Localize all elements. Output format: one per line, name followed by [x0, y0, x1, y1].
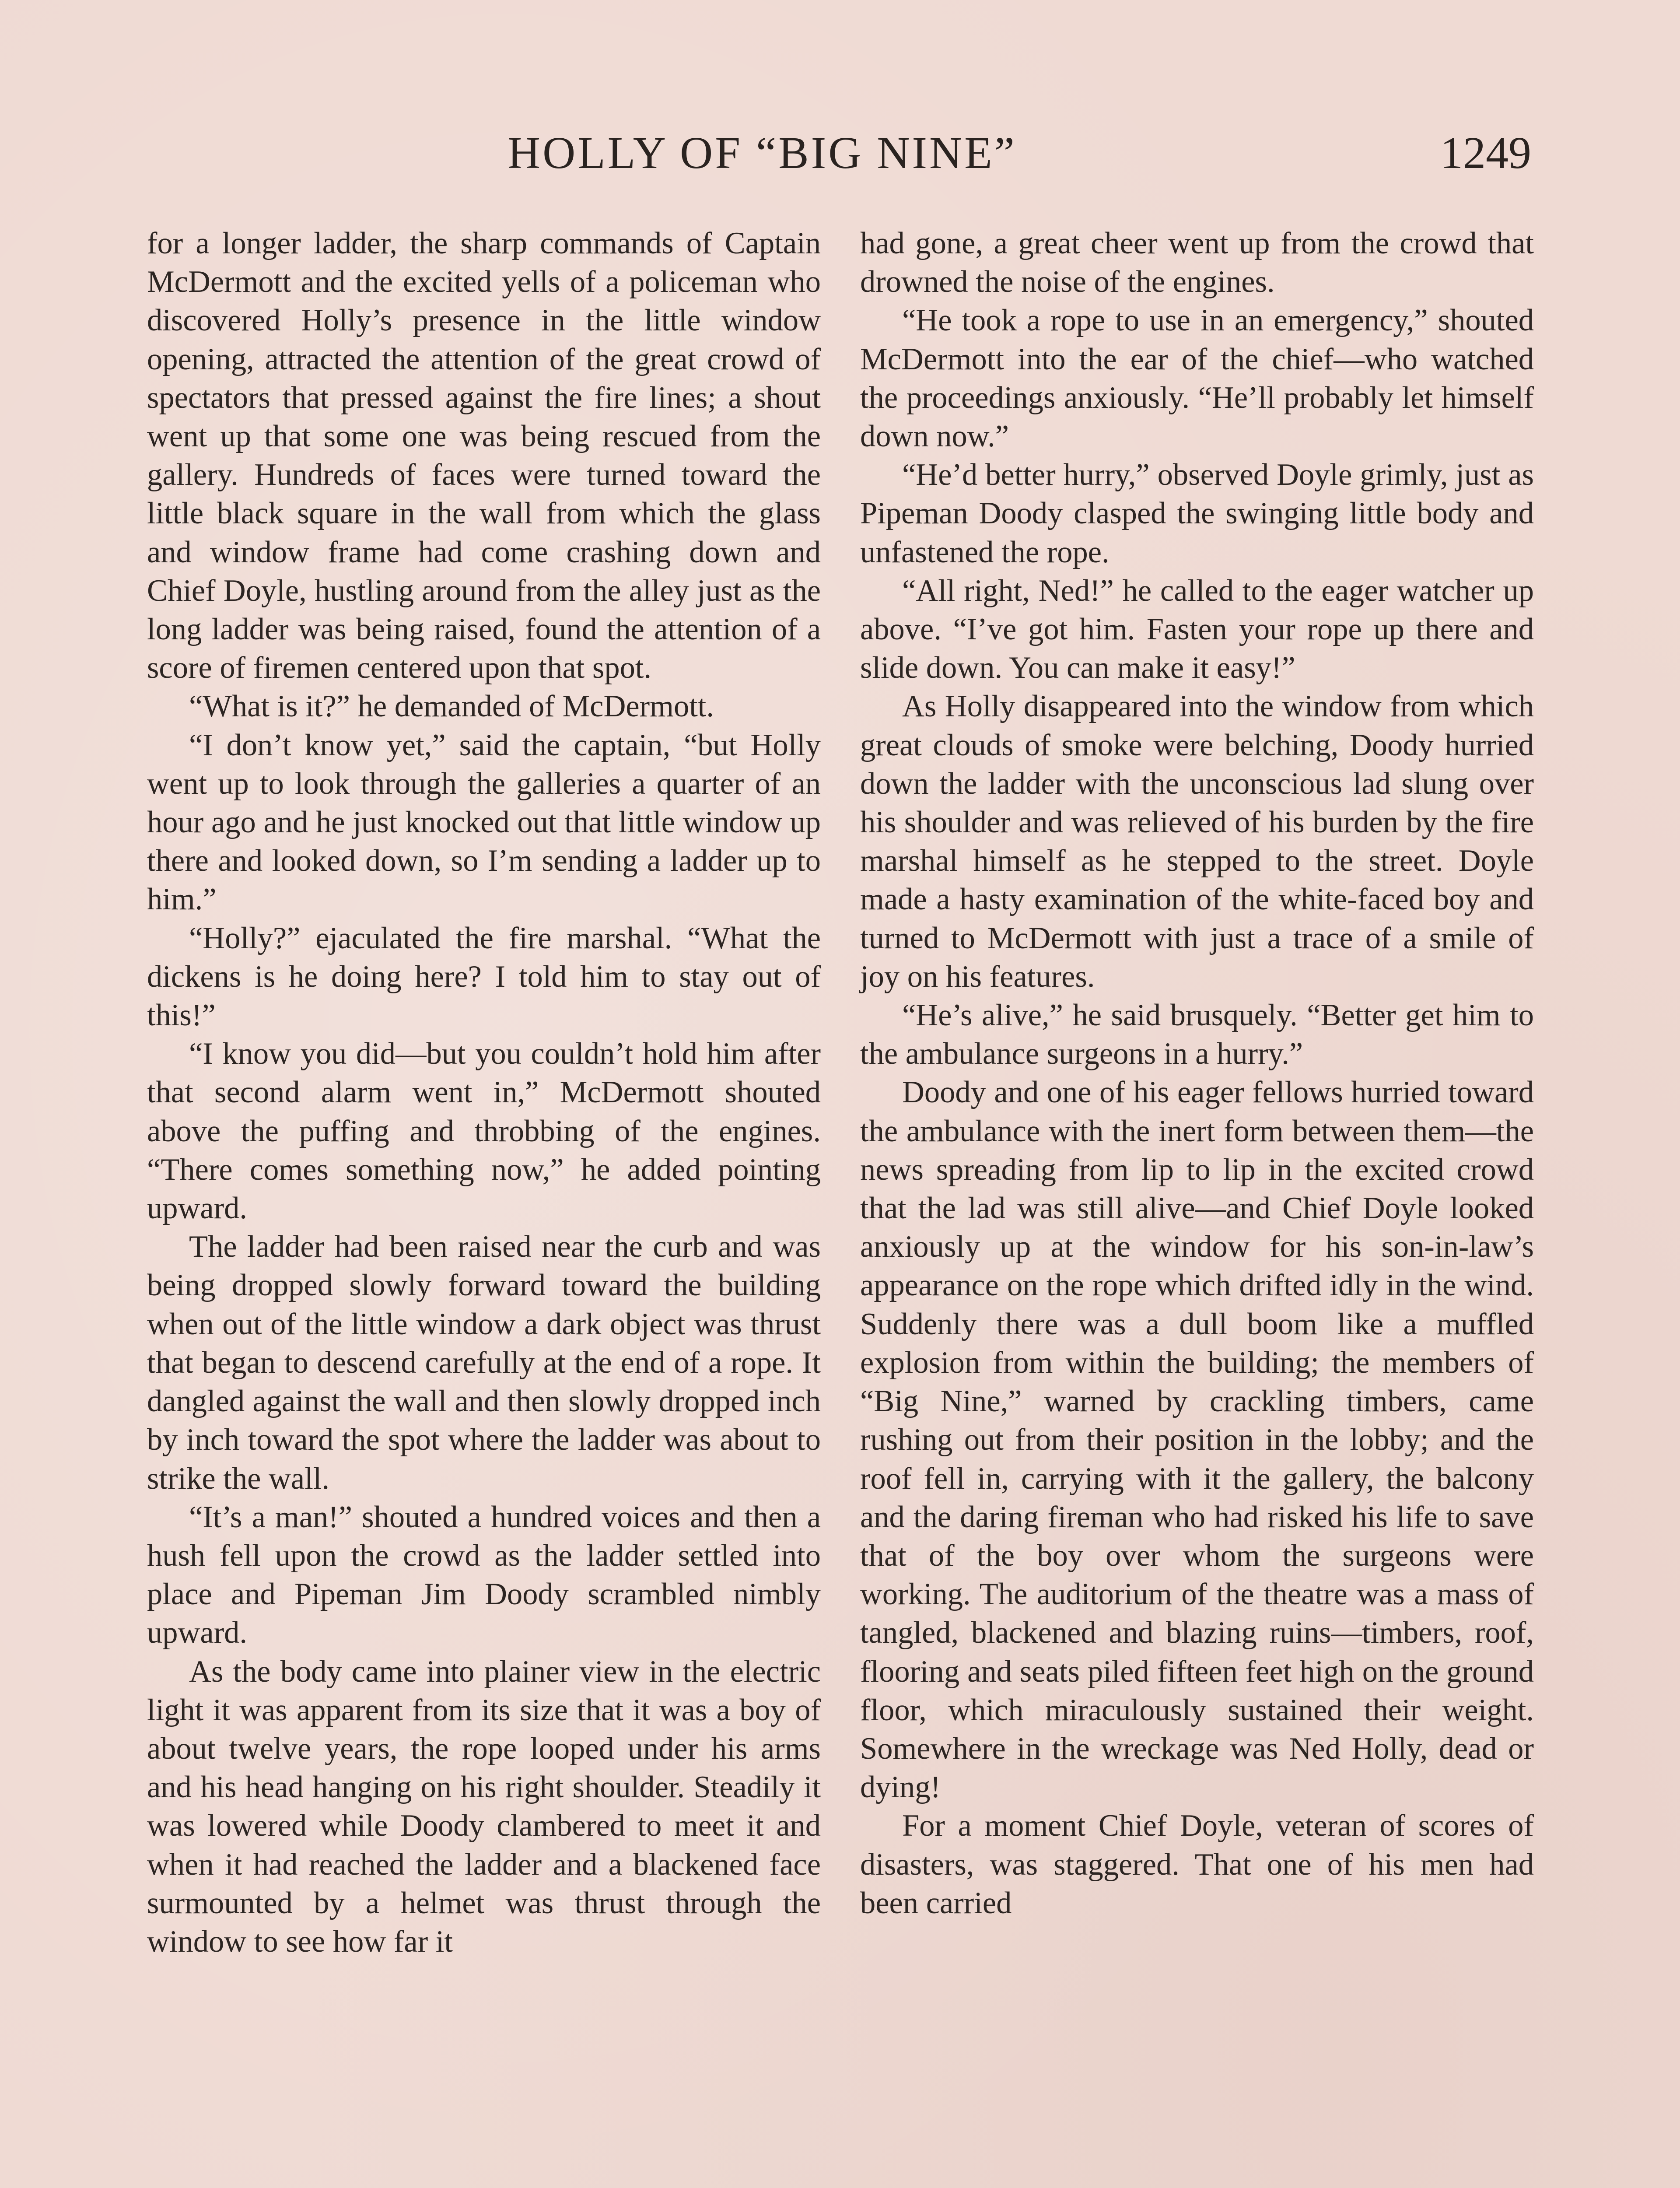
paragraph: For a moment Chief Doyle, veteran of scores of disasters, was staggered. That one of his men had been carried [860, 1809, 1534, 1920]
page-number: 1249 [1440, 128, 1531, 178]
paragraph: As Holly disappeared into the window from which great clouds of smoke were belching, Doody hurried down the ladder with the unconscious lad slung over his shoulder and was relieved of his burden by the fire marshal himself as he stepped to the street. Doyle made a hasty examination of the white-faced boy and turned to McDermott with just a trace of a smile of joy on his features. [860, 689, 1534, 994]
paragraph: “What is it?” he demanded of McDermott. [189, 689, 714, 724]
paragraph: “I don’t know yet,” said the captain, “but Holly went up to look through the galleries a quarter of an hour ago and he just knocked out that little window up there and looked down, so I’m sending a ladder up to him.” [147, 728, 821, 917]
paragraph: “I know you did—but you couldn’t hold him after that second alarm went in,” McDermott shouted above the puffing and throbbing of the engines. “There comes something now,” he added pointing upward. [147, 1037, 821, 1226]
paragraph: for a longer ladder, the sharp commands of Captain McDermott and the excited yells of a policeman who discovered Holly’s presence in the little window opening, attracted the attention of the great crowd of spectators that pressed against the fire lines; a shout went up that some one was being rescued from the gallery. Hundreds of faces were turned toward the little black square in the wall from which the glass and window frame had come crashing down and Chief Doyle, hustling around from the alley just as the long ladder was being raised, found the attention of a score of firemen centered upon that spot. [147, 226, 821, 685]
paragraph: “Holly?” ejaculated the fire marshal. “What the dickens is he doing here? I told him to stay out of this!” [147, 921, 821, 1033]
paragraph: “All right, Ned!” he called to the eager watcher up above. “I’ve got him. Fasten your rope up there and slide down. You can make it easy!” [860, 573, 1534, 685]
paragraph: As the body came into plainer view in the electric light it was apparent from its size that it was a boy of about twelve years, the rope looped under his arms and his head hanging on his right shoulder. Steadily it was lowered while Doody clambered to meet it and when it had reached the ladder and a blackened face surmounted by a helmet was thrust through the window to see how far it [147, 1654, 821, 1959]
paragraph: The ladder had been raised near the curb and was being dropped slowly forward toward the building when out of the little window a dark object was thrust that began to descend carefully at the end of a rope. It dangled against the wall and then slowly dropped inch by inch toward the spot where the ladder was about to strike the wall. [147, 1230, 821, 1496]
paragraph: “It’s a man!” shouted a hundred voices and then a hush fell upon the crowd as the ladder settled into place and Pipeman Jim Doody scrambled nimbly upward. [147, 1500, 821, 1650]
paragraph: “He’s alive,” he said brusquely. “Better get him to the ambulance surgeons in a hurry.” [860, 998, 1534, 1071]
left-column [147, 224, 821, 1961]
right-column [860, 224, 1534, 1922]
paragraph: Doody and one of his eager fellows hurried toward the ambulance with the inert form between them—the news spreading from lip to lip in the excited crowd that the lad was still alive—and Chief Doyle looked anxiously up at the window for his son-in-law’s appearance on the rope which drifted idly in the wind. Suddenly there was a dull boom like a muffled explosion from within the building; the members of “Big Nine,” warned by crackling timbers, came rushing out from their position in the lobby; and the roof fell in, carrying with it the gallery, the balcony and the daring fireman who had risked his life to save that of the boy over whom the surgeons were working. The auditorium of the theatre was a mass of tangled, blackened and blazing ruins—timbers, roof, flooring and seats piled fifteen feet high on the ground floor, which miraculously sustained their weight. Somewhere in the wreckage was Ned Holly, dead or dying! [860, 1075, 1534, 1805]
paragraph: “He took a rope to use in an emergency,” shouted McDermott into the ear of the chief—who watched the proceedings anxiously. “He’ll probably let himself down now.” [860, 303, 1534, 454]
running-title: HOLLY OF “BIG NINE” [508, 128, 1017, 178]
paragraph: “He’d better hurry,” observed Doyle grimly, just as Pipeman Doody clasped the swinging little body and unfastened the rope. [860, 458, 1534, 569]
paragraph: had gone, a great cheer went up from the crowd that drowned the noise of the engines. [860, 226, 1534, 299]
